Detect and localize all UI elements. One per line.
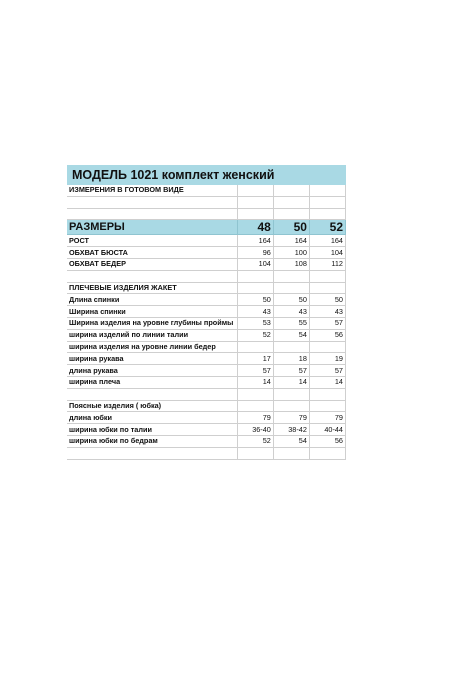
size-value-cell: 50 bbox=[273, 220, 309, 235]
size-value-cell bbox=[273, 282, 309, 294]
table-row bbox=[67, 235, 346, 247]
table-row bbox=[67, 388, 346, 400]
row-label: ИЗМЕРЕНИЯ В ГОТОВОМ ВИДЕ bbox=[67, 185, 237, 196]
size-value-cell bbox=[273, 185, 309, 196]
size-value-cell: 14 bbox=[273, 376, 309, 388]
row-label: длина юбки bbox=[67, 412, 237, 424]
size-value-cell: 79 bbox=[273, 412, 309, 424]
size-value-cell: 50 bbox=[309, 294, 345, 306]
size-value-cell bbox=[273, 447, 309, 459]
table-row bbox=[67, 294, 346, 306]
size-value-cell: 108 bbox=[273, 258, 309, 270]
size-value-cell: 57 bbox=[273, 365, 309, 377]
size-value-cell: 53 bbox=[237, 317, 273, 329]
size-value-cell bbox=[273, 400, 309, 412]
size-value-cell bbox=[273, 196, 309, 208]
size-value-cell bbox=[237, 400, 273, 412]
size-value-cell bbox=[237, 208, 273, 220]
size-value-cell: 100 bbox=[273, 247, 309, 259]
table-row bbox=[67, 247, 346, 259]
row-label: ширина плеча bbox=[67, 376, 237, 388]
size-value-cell: 48 bbox=[237, 220, 273, 235]
size-value-cell: 57 bbox=[309, 365, 345, 377]
size-value-cell bbox=[237, 388, 273, 400]
table-row bbox=[67, 208, 346, 220]
size-value-cell bbox=[309, 196, 345, 208]
size-value-cell bbox=[273, 341, 309, 353]
table-row bbox=[67, 447, 346, 459]
row-label: ширина юбки по бедрам bbox=[67, 435, 237, 447]
row-label: РАЗМЕРЫ bbox=[67, 220, 237, 235]
size-value-cell bbox=[237, 282, 273, 294]
table-row bbox=[67, 435, 346, 447]
size-value-cell bbox=[309, 282, 345, 294]
size-value-cell: 56 bbox=[309, 329, 345, 341]
row-label bbox=[67, 388, 237, 400]
row-label: ширина рукава bbox=[67, 353, 237, 365]
size-value-cell: 19 bbox=[309, 353, 345, 365]
size-value-cell: 79 bbox=[237, 412, 273, 424]
size-value-cell: 57 bbox=[237, 365, 273, 377]
row-label: РОСТ bbox=[67, 235, 237, 247]
size-value-cell: 55 bbox=[273, 317, 309, 329]
size-value-cell: 36-40 bbox=[237, 424, 273, 436]
size-value-cell bbox=[273, 270, 309, 282]
row-label: ОБХВАТ БЕДЕР bbox=[67, 258, 237, 270]
size-value-cell: 54 bbox=[273, 435, 309, 447]
size-value-cell bbox=[237, 341, 273, 353]
table-row bbox=[67, 353, 346, 365]
size-value-cell: 50 bbox=[273, 294, 309, 306]
size-value-cell bbox=[237, 447, 273, 459]
row-label: длина рукава bbox=[67, 365, 237, 377]
table-row bbox=[67, 341, 346, 353]
row-label: ширина изделия на уровне линии бедер bbox=[67, 341, 237, 353]
size-value-cell: 104 bbox=[237, 258, 273, 270]
size-value-cell: 96 bbox=[237, 247, 273, 259]
size-value-cell: 18 bbox=[273, 353, 309, 365]
size-value-cell: 14 bbox=[309, 376, 345, 388]
size-value-cell bbox=[309, 270, 345, 282]
size-value-cell bbox=[309, 400, 345, 412]
size-value-cell: 54 bbox=[273, 329, 309, 341]
size-value-cell bbox=[309, 341, 345, 353]
size-value-cell: 43 bbox=[309, 306, 345, 318]
table-row bbox=[67, 185, 346, 196]
table-row bbox=[67, 400, 346, 412]
size-value-cell: 43 bbox=[273, 306, 309, 318]
table-row bbox=[67, 258, 346, 270]
size-value-cell: 164 bbox=[273, 235, 309, 247]
size-value-cell: 104 bbox=[309, 247, 345, 259]
size-value-cell: 38-42 bbox=[273, 424, 309, 436]
row-label: Ширина спинки bbox=[67, 306, 237, 318]
table-row bbox=[67, 282, 346, 294]
table-row bbox=[67, 376, 346, 388]
size-value-cell: 164 bbox=[309, 235, 345, 247]
row-label: ширина изделий по линии талии bbox=[67, 329, 237, 341]
size-value-cell: 56 bbox=[309, 435, 345, 447]
table-row bbox=[67, 306, 346, 318]
size-value-cell: 52 bbox=[237, 329, 273, 341]
row-label: Поясные изделия ( юбка) bbox=[67, 400, 237, 412]
size-value-cell bbox=[237, 185, 273, 196]
size-value-cell: 52 bbox=[237, 435, 273, 447]
measurements-table bbox=[67, 185, 346, 460]
row-label: Ширина изделия на уровне глубины проймы bbox=[67, 317, 237, 329]
table-row bbox=[67, 424, 346, 436]
size-value-cell bbox=[309, 208, 345, 220]
size-value-cell: 79 bbox=[309, 412, 345, 424]
size-value-cell: 43 bbox=[237, 306, 273, 318]
size-value-cell: 164 bbox=[237, 235, 273, 247]
row-label: ПЛЕЧЕВЫЕ ИЗДЕЛИЯ ЖАКЕТ bbox=[67, 282, 237, 294]
table-row bbox=[67, 196, 346, 208]
row-label bbox=[67, 208, 237, 220]
size-value-cell: 52 bbox=[309, 220, 345, 235]
row-label: ОБХВАТ БЮСТА bbox=[67, 247, 237, 259]
row-label bbox=[67, 447, 237, 459]
size-value-cell: 112 bbox=[309, 258, 345, 270]
row-label: Длина спинки bbox=[67, 294, 237, 306]
size-value-cell: 50 bbox=[237, 294, 273, 306]
size-value-cell bbox=[309, 447, 345, 459]
size-chart-sheet bbox=[67, 165, 346, 460]
size-value-cell: 17 bbox=[237, 353, 273, 365]
table-row bbox=[67, 270, 346, 282]
sheet-title: МОДЕЛЬ 1021 комплект женский bbox=[67, 165, 346, 185]
row-label bbox=[67, 196, 237, 208]
table-row bbox=[67, 317, 346, 329]
row-label: ширина юбки по талии bbox=[67, 424, 237, 436]
size-value-cell: 14 bbox=[237, 376, 273, 388]
size-value-cell bbox=[237, 270, 273, 282]
size-value-cell: 57 bbox=[309, 317, 345, 329]
row-label bbox=[67, 270, 237, 282]
size-value-cell: 40-44 bbox=[309, 424, 345, 436]
sizes-header-row bbox=[67, 220, 346, 235]
size-value-cell bbox=[273, 388, 309, 400]
table-row bbox=[67, 329, 346, 341]
size-value-cell bbox=[309, 388, 345, 400]
size-value-cell bbox=[309, 185, 345, 196]
table-row bbox=[67, 412, 346, 424]
size-value-cell bbox=[237, 196, 273, 208]
size-value-cell bbox=[273, 208, 309, 220]
table-row bbox=[67, 365, 346, 377]
